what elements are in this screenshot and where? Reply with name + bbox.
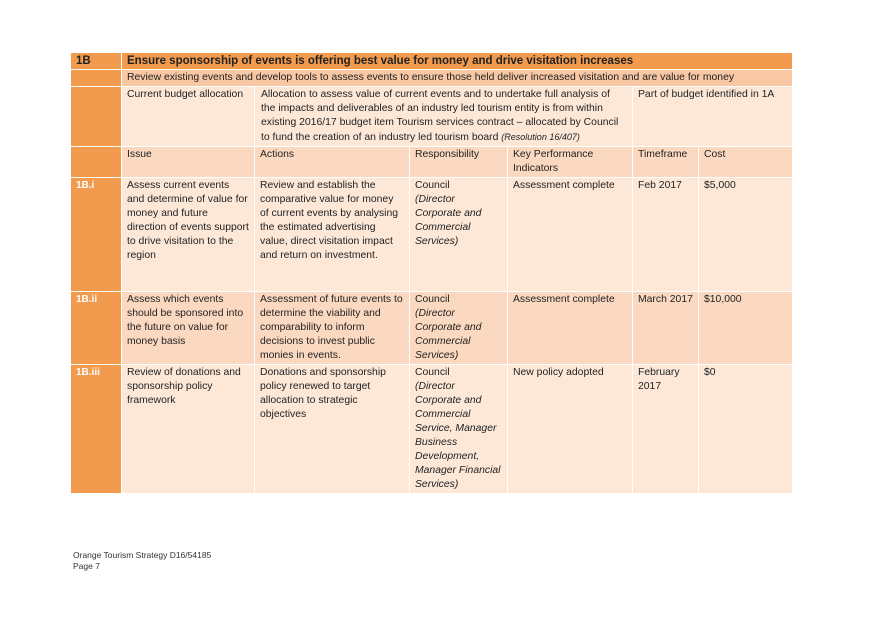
row-issue: Assess current events and determine of value for money and future direction of events support to drive visitation to the region — [122, 178, 255, 292]
objective-spacer — [71, 70, 122, 87]
column-header-row — [71, 147, 793, 178]
table-row — [71, 178, 793, 292]
responsibility-owner: Council — [415, 180, 450, 191]
row-actions: Assessment of future events to determine the viability and comparability to inform decisions to invest public monies in events. — [255, 292, 410, 365]
col-header-timeframe: Timeframe — [633, 147, 699, 178]
row-issue: Review of donations and sponsorship policy framework — [122, 365, 255, 494]
objective-text: Review existing events and develop tools to assess events to ensure those held deliver increased visitation and are value for money — [122, 70, 793, 87]
budget-spacer — [71, 87, 122, 147]
row-timeframe: February 2017 — [633, 365, 699, 494]
responsibility-detail: (Director Corporate and Commercial Service, Manager Business Development, Manager Financial Services) — [415, 381, 501, 490]
row-cost: $0 — [699, 365, 793, 494]
footer-page: Page 7 — [73, 561, 100, 571]
section-code: 1B — [71, 53, 122, 70]
column-header-spacer — [71, 147, 122, 178]
responsibility-detail: (Director Corporate and Commercial Services) — [415, 308, 482, 361]
row-kpi: Assessment complete — [508, 292, 633, 365]
section-header-row — [71, 53, 793, 70]
col-header-actions: Actions — [255, 147, 410, 178]
row-timeframe: Feb 2017 — [633, 178, 699, 292]
budget-resolution: (Resolution 16/407) — [501, 132, 580, 142]
row-timeframe: March 2017 — [633, 292, 699, 365]
row-responsibility — [410, 178, 508, 292]
row-kpi: Assessment complete — [508, 178, 633, 292]
row-actions: Donations and sponsorship policy renewed to target allocation to strategic objectives — [255, 365, 410, 494]
col-header-kpi: Key Performance Indicators — [508, 147, 633, 178]
row-code: 1B.ii — [71, 292, 122, 365]
row-code: 1B.i — [71, 178, 122, 292]
action-plan-table — [70, 52, 793, 494]
footer-doc: Orange Tourism Strategy D16/54185 — [73, 550, 212, 560]
responsibility-owner: Council — [415, 294, 450, 305]
budget-allocation — [255, 87, 633, 147]
table-row — [71, 292, 793, 365]
responsibility-owner: Council — [415, 367, 450, 378]
row-actions: Review and establish the comparative value for money of current events by analysing the estimated advertising value, direct visitation impact and return on investment. — [255, 178, 410, 292]
col-header-cost: Cost — [699, 147, 793, 178]
page-footer — [73, 550, 211, 572]
row-issue: Assess which events should be sponsored into the future on value for money basis — [122, 292, 255, 365]
row-cost: $10,000 — [699, 292, 793, 365]
budget-note: Part of budget identified in 1A — [633, 87, 793, 147]
row-code: 1B.iii — [71, 365, 122, 494]
responsibility-detail: (Director Corporate and Commercial Services) — [415, 194, 482, 247]
table-row — [71, 365, 793, 494]
objective-row — [71, 70, 793, 87]
row-kpi: New policy adopted — [508, 365, 633, 494]
row-responsibility — [410, 292, 508, 365]
section-title: Ensure sponsorship of events is offering best value for money and drive visitation increases — [122, 53, 793, 70]
budget-label: Current budget allocation — [122, 87, 255, 147]
row-responsibility — [410, 365, 508, 494]
row-cost: $5,000 — [699, 178, 793, 292]
budget-text: Allocation to assess value of current events and to undertake full analysis of the impacts and deliverables of an industry led tourism entity is from within existing 2016/17 budget item Tourism services contract – allocated by Council to fund the creation of an industry led tourism board — [261, 89, 619, 143]
budget-row — [71, 87, 793, 147]
col-header-issue: Issue — [122, 147, 255, 178]
col-header-responsibility: Responsibility — [410, 147, 508, 178]
